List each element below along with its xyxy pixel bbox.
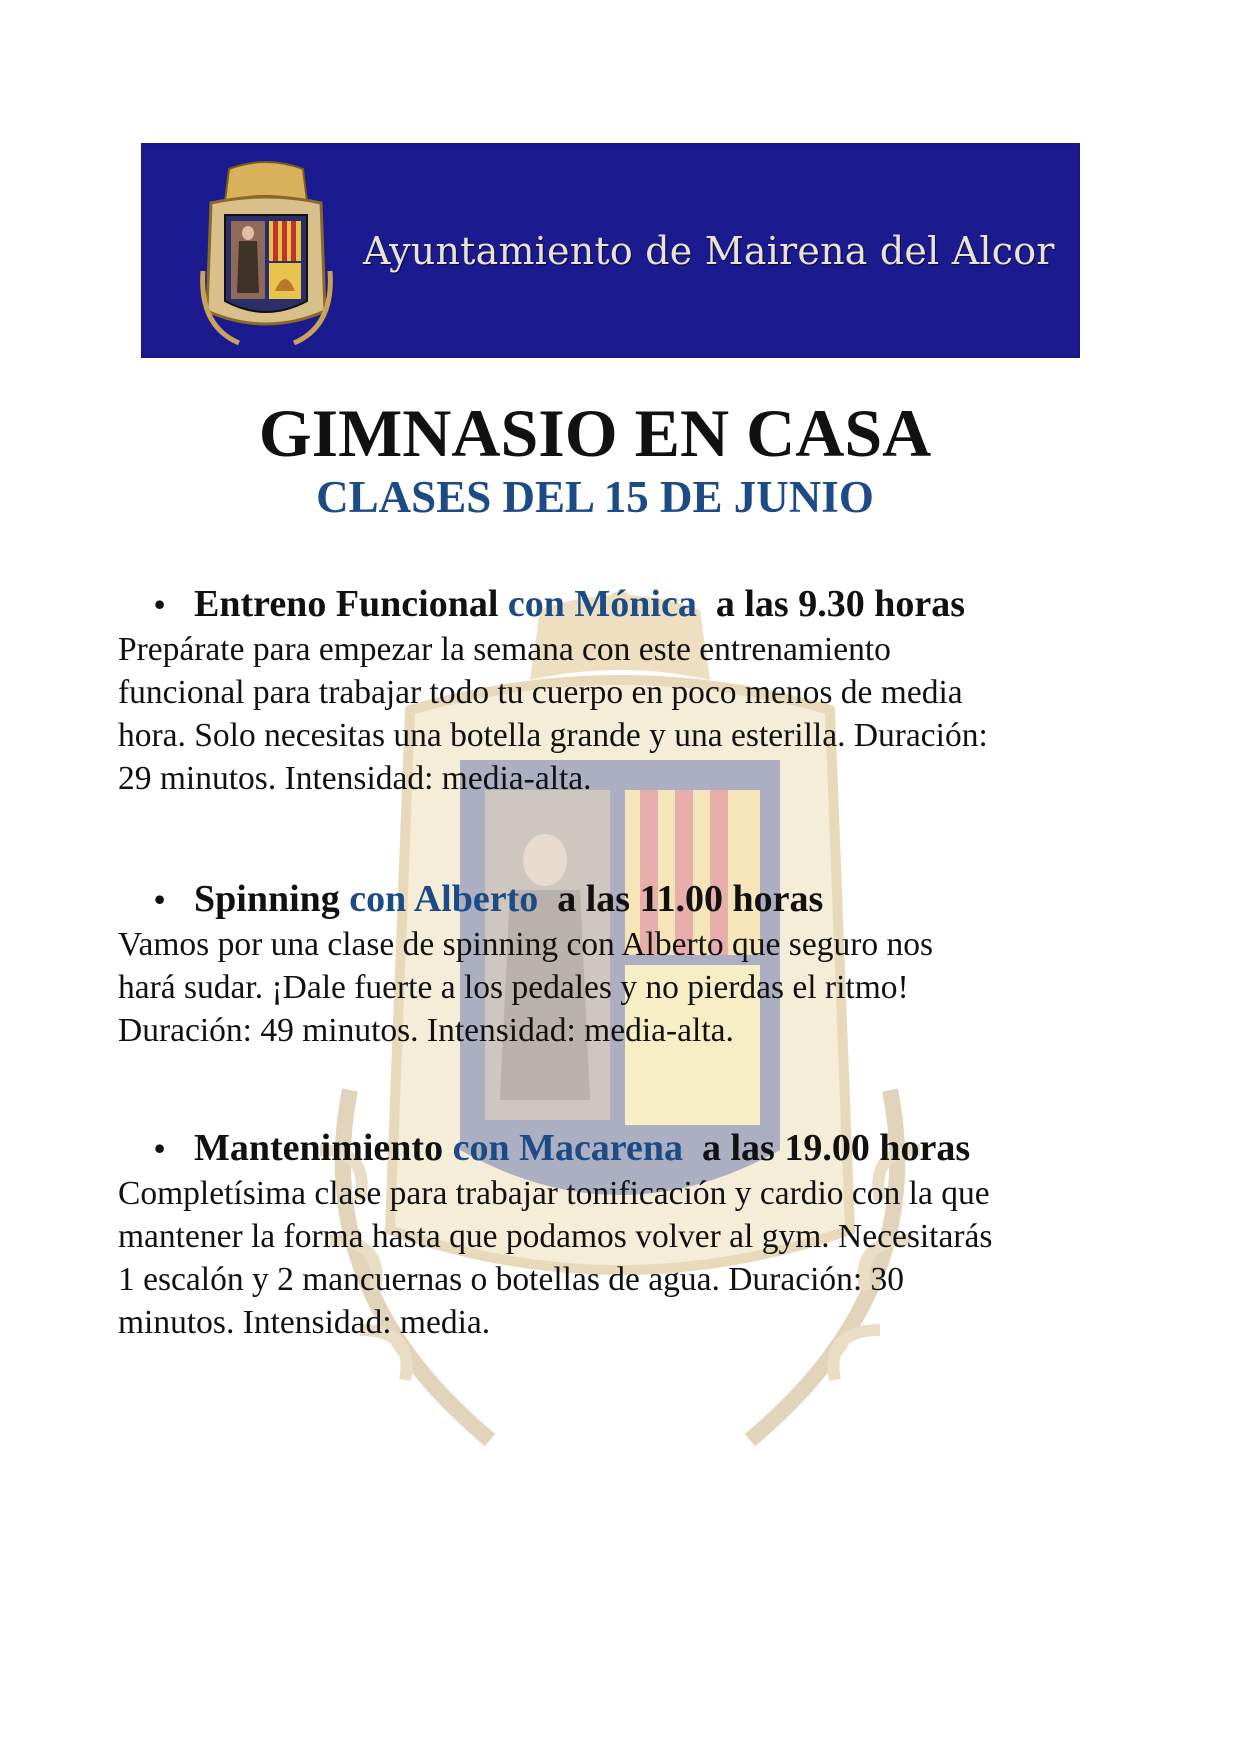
description-line: Vamos por una clase de spinning con Alberto que seguro nos [118, 926, 934, 963]
class-time: a las 19.00 horas [702, 1127, 971, 1169]
page-title: GIMNASIO EN CASA [258, 395, 932, 471]
class-instructor: con Macarena [452, 1127, 683, 1169]
page-subtitle: CLASES DEL 15 DE JUNIO [316, 472, 874, 522]
description-line: funcional para trabajar todo tu cuerpo en poco menos de media [118, 674, 963, 711]
bullet-icon: • [154, 586, 166, 622]
class-instructor: con Alberto [349, 878, 539, 920]
bullet-icon: • [154, 881, 166, 917]
description-line: minutos. Intensidad: media. [118, 1304, 491, 1341]
class-description [118, 1172, 1118, 1344]
description-line: 29 minutos. Intensidad: media-alta. [118, 760, 592, 797]
description-line: Completísima clase para trabajar tonificación y cardio con la que [118, 1175, 990, 1212]
description-line: hora. Solo necesitas una botella grande y una esterilla. Duración: [118, 717, 988, 754]
class-time: a las 11.00 horas [557, 878, 824, 920]
description-line: 1 escalón y 2 mancuernas o botellas de agua. Duración: 30 [118, 1261, 905, 1298]
class-instructor: con Mónica [507, 583, 697, 625]
bullet-icon: • [154, 1130, 166, 1166]
class-heading [118, 1126, 1118, 1170]
description-line: Prepárate para empezar la semana con este entrenamiento [118, 631, 891, 668]
class-heading [118, 582, 1118, 626]
class-heading [118, 877, 1118, 921]
class-description [118, 923, 1118, 1052]
header-banner [141, 143, 1080, 358]
banner-title: Ayuntamiento de Mairena del Alcor [363, 229, 1055, 273]
description-line: mantener la forma hasta que podamos volver al gym. Necesitarás [118, 1218, 993, 1255]
class-item [118, 1126, 1118, 1344]
class-item [118, 877, 1118, 1052]
class-description [118, 628, 1118, 800]
class-name: Mantenimiento [194, 1127, 444, 1169]
class-name: Spinning [194, 878, 340, 920]
class-name: Entreno Funcional [194, 583, 499, 625]
coat-of-arms-icon [199, 161, 334, 347]
class-item [118, 582, 1118, 800]
description-line: Duración: 49 minutos. Intensidad: media-alta. [118, 1012, 734, 1049]
class-time: a las 9.30 horas [715, 583, 965, 625]
description-line: hará sudar. ¡Dale fuerte a los pedales y no pierdas el ritmo! [118, 969, 909, 1006]
